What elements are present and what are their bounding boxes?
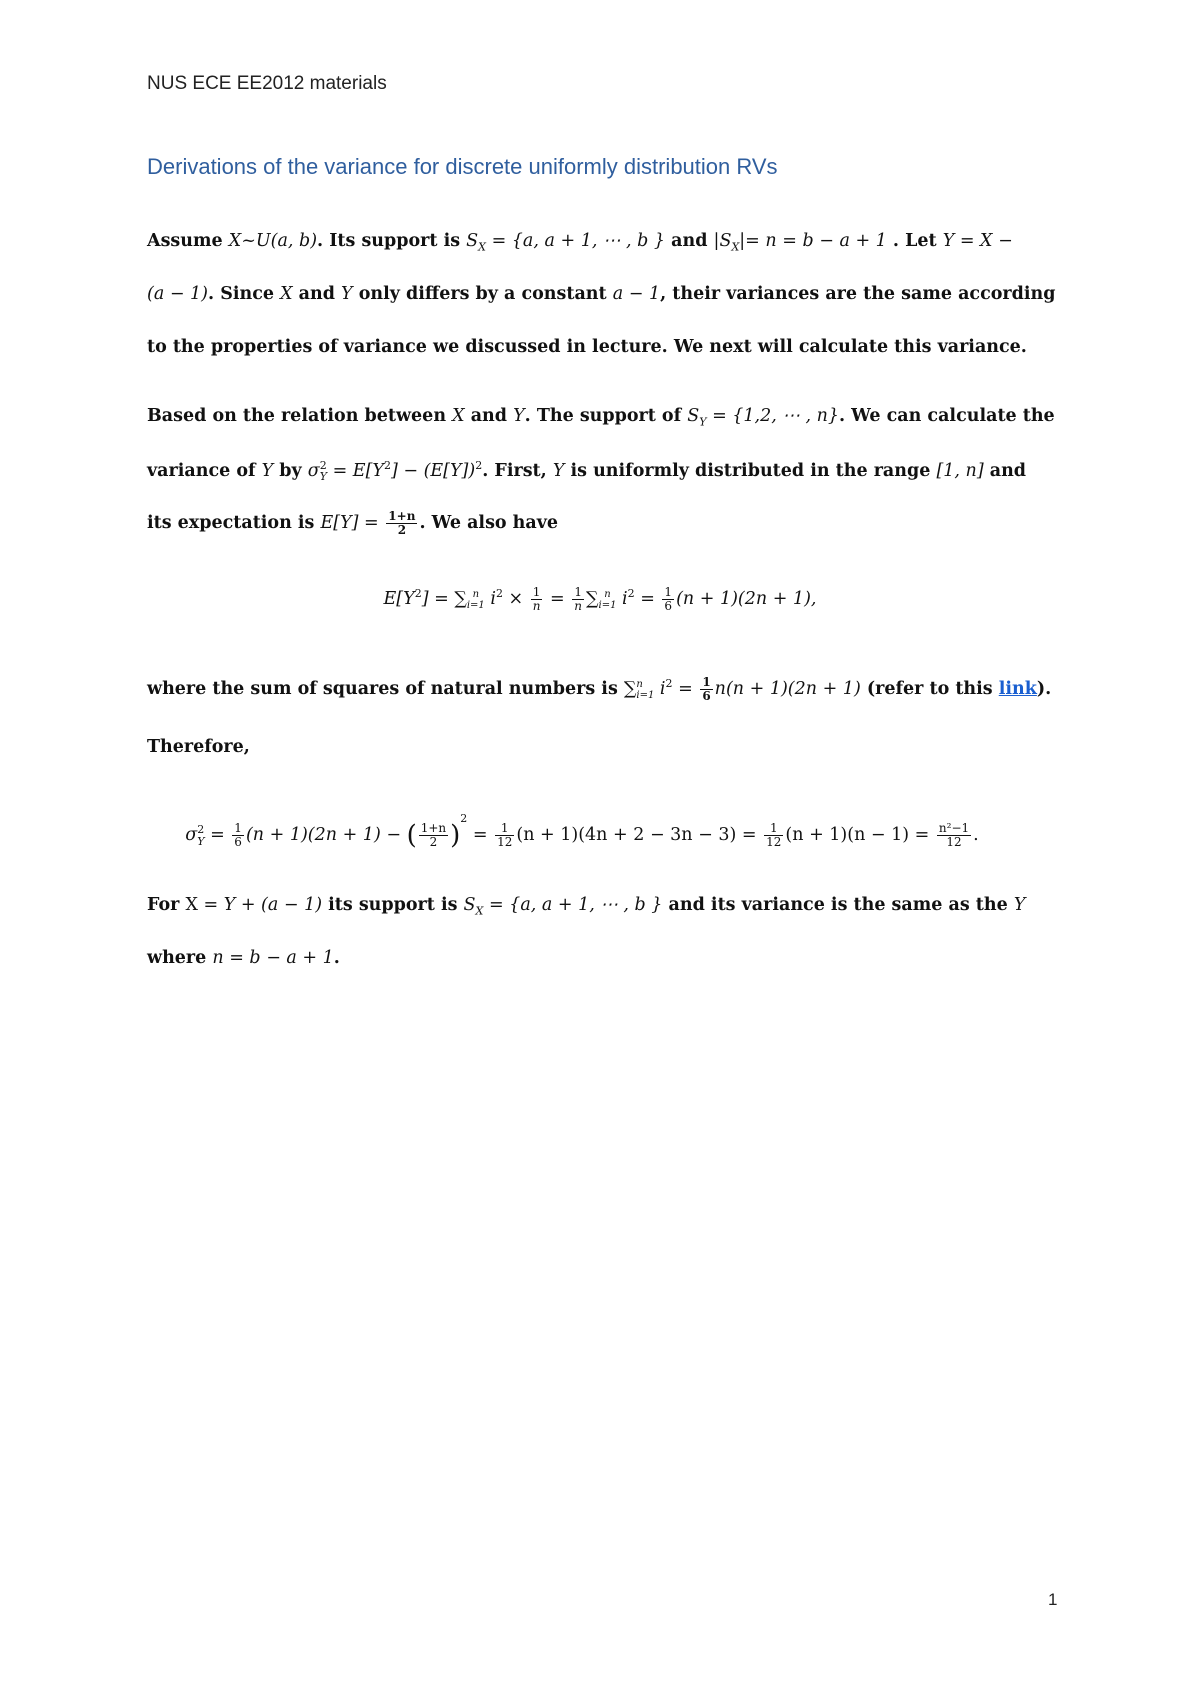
text-span: Based on the relation between — [147, 406, 453, 426]
math-span: Y — [341, 284, 353, 304]
math-span: |= n = b − a + 1 — [739, 231, 887, 251]
text-span: . Let — [886, 231, 943, 251]
math-span: Y — [552, 460, 565, 481]
math-span: (a − 1) — [147, 284, 209, 304]
fraction — [700, 676, 712, 703]
fraction-numerator: 1 — [572, 586, 584, 600]
text-span: is uniformly distributed in the range — [564, 460, 937, 481]
text-span: . We also have — [419, 513, 559, 533]
text-span: Assume — [147, 231, 229, 251]
text-span: . First, — [482, 460, 553, 481]
text-span: . — [333, 948, 340, 968]
text-span: where the sum of squares of natural numbers is — [147, 679, 624, 699]
fraction — [232, 822, 244, 849]
fraction-denominator: 6 — [702, 689, 711, 703]
text-span: its expectation is — [147, 513, 321, 533]
sum-symbol: ∑ — [586, 589, 599, 609]
fraction — [386, 510, 417, 537]
text-span: For — [147, 895, 186, 915]
fraction-denominator: 12 — [497, 835, 513, 849]
equation-variance-result — [0, 812, 1182, 851]
math-superscript: 2 — [460, 812, 468, 825]
sum-upper-limit: n — [636, 678, 643, 690]
math-span: = {1,2, ⋯ , n} — [706, 406, 839, 426]
math-span: = E[Y — [327, 460, 384, 481]
fraction-numerator: 1 — [495, 822, 514, 836]
fraction — [937, 822, 971, 849]
math-span: S — [463, 895, 476, 915]
fraction-numerator: 1 — [702, 675, 711, 689]
fraction-denominator: 6 — [234, 835, 242, 849]
math-span: = {a, a + 1, ⋯ , b } — [483, 895, 663, 915]
math-superscript: 2 — [414, 587, 422, 601]
math-superscript: 2 — [197, 823, 205, 837]
text-span: . Its support is — [317, 231, 467, 251]
paragraph-1-line-3: to the properties of variance we discussed in lecture. We next will calculate this variance. — [147, 337, 1027, 357]
paragraph-4-line-1 — [147, 895, 1025, 918]
math-span: i — [654, 679, 666, 699]
text-span: and — [665, 231, 714, 251]
math-span: a − 1 — [612, 284, 661, 304]
paragraph-4-line-2 — [147, 948, 340, 968]
math-span: n(n + 1)(2n + 1) — [714, 679, 861, 699]
math-span: = {a, a + 1, ⋯ , b } — [486, 231, 666, 251]
fraction-denominator: 6 — [664, 599, 673, 613]
fraction-denominator: n — [574, 599, 582, 613]
math-span: i — [616, 589, 628, 609]
text-span: (refer to this — [860, 679, 999, 699]
text-span: by — [273, 460, 308, 481]
fraction — [495, 822, 514, 849]
math-span: X — [280, 284, 293, 304]
therefore-label: Therefore, — [147, 737, 250, 757]
fraction — [419, 822, 448, 849]
math-superscript: 2 — [319, 459, 327, 472]
text-span: and — [464, 406, 514, 426]
math-span: × — [502, 589, 529, 609]
math-superscript: 2 — [627, 587, 635, 601]
fraction-numerator: 1 — [664, 585, 673, 599]
sum-lower-limit: i=1 — [636, 689, 655, 701]
math-span: σ — [307, 460, 320, 481]
math-span: E[Y — [383, 589, 415, 609]
fraction-denominator: 12 — [946, 835, 962, 849]
paragraph-2-line-1 — [147, 406, 1055, 429]
sum-limits — [467, 589, 485, 611]
text-span: ). — [1036, 679, 1052, 699]
right-paren: ) — [450, 820, 461, 851]
text-span: and — [983, 460, 1027, 481]
math-span: S — [466, 231, 479, 251]
fraction-denominator: 2 — [397, 523, 407, 537]
fraction-numerator: 1 — [234, 821, 242, 835]
math-span: X — [452, 406, 465, 426]
math-subscript: X — [475, 904, 484, 918]
math-span: ] = — [421, 589, 455, 609]
paragraph-2-line-3 — [147, 510, 558, 537]
text-span: and its variance is the same as the — [662, 895, 1014, 915]
sum-limits — [599, 589, 617, 611]
sum-limits — [636, 679, 654, 701]
fraction — [531, 586, 543, 613]
math-superscript: 2 — [665, 677, 673, 691]
reference-link[interactable]: link — [998, 679, 1037, 699]
paragraph-1-line-2 — [147, 284, 1055, 304]
fraction-numerator: 1+n — [420, 821, 447, 835]
math-superscript: 2 — [475, 459, 483, 472]
text-span: . Since — [208, 284, 281, 304]
math-span: (n + 1)(2n + 1) − — [245, 825, 407, 845]
text-span: its support is — [322, 895, 464, 915]
math-span: X = — [185, 895, 224, 915]
math-span: E[Y] = — [320, 513, 385, 533]
text-span: . We can calculate the — [838, 406, 1055, 426]
sum-upper-limit: n — [604, 588, 611, 600]
math-span: = — [204, 825, 231, 845]
math-span: i — [484, 589, 496, 609]
math-span: = — [544, 589, 571, 609]
math-span: n = b − a + 1 — [212, 948, 334, 968]
text-span: where — [147, 948, 213, 968]
fraction — [662, 586, 674, 613]
text-span: , their variances are the same according — [660, 284, 1056, 304]
paragraph-1-line-1 — [147, 231, 1013, 254]
math-span: (n + 1)(n − 1) = — [785, 825, 935, 845]
fraction — [764, 822, 783, 849]
text-span: . The support of — [524, 406, 688, 426]
page-number: 1 — [1048, 1590, 1058, 1609]
text-span: only differs by a constant — [352, 284, 613, 304]
math-subscript: X — [731, 240, 740, 254]
sum-lower-limit: i=1 — [466, 599, 485, 611]
math-span: . — [973, 825, 979, 845]
math-span: Y — [513, 406, 525, 426]
math-subscript: Y — [699, 415, 707, 429]
sum-lower-limit: i=1 — [598, 599, 617, 611]
math-span: = — [672, 679, 699, 699]
math-span: σ — [185, 825, 198, 845]
math-span: Y — [1013, 895, 1026, 915]
math-span: Y — [261, 460, 274, 481]
math-span: X~U(a, b) — [228, 231, 318, 251]
fraction-numerator: 1 — [764, 822, 783, 836]
math-span: = — [634, 589, 661, 609]
fraction — [572, 586, 584, 613]
math-superscript: 2 — [495, 587, 503, 601]
section-title: Derivations of the variance for discrete uniformly distribution RVs — [147, 154, 778, 179]
math-subscript: X — [478, 240, 486, 254]
paragraph-3-line-1 — [147, 676, 1051, 703]
math-subscript: Y — [319, 470, 327, 484]
page-header: NUS ECE EE2012 materials — [147, 73, 387, 94]
text-span: and — [292, 284, 342, 304]
math-span: [1, n] — [936, 460, 984, 481]
math-span: Y + (a − 1) — [223, 895, 323, 915]
math-span: = — [467, 825, 494, 845]
math-span: |S — [713, 231, 732, 251]
math-span: Y = X − — [942, 231, 1013, 251]
fraction-numerator: n²−1 — [938, 821, 970, 835]
math-subscript: Y — [197, 834, 205, 848]
fraction-denominator: 2 — [429, 835, 438, 849]
sum-symbol: ∑ — [454, 589, 467, 609]
fraction-numerator: 1 — [531, 586, 543, 600]
fraction-denominator: 12 — [766, 835, 782, 849]
fraction-denominator: n — [532, 599, 541, 613]
paragraph-2-line-2 — [147, 459, 1026, 483]
math-span: ] − (E[Y]) — [390, 460, 476, 481]
math-span: (n + 1)(2n + 1), — [676, 589, 817, 609]
equation-expectation-y-squared — [0, 586, 1200, 613]
left-paren: ( — [406, 820, 417, 851]
text-span: variance of — [147, 460, 262, 481]
math-span: S — [687, 406, 700, 426]
fraction-numerator: 1+n — [388, 509, 416, 523]
sum-symbol: ∑ — [623, 679, 637, 699]
math-superscript: 2 — [383, 459, 391, 472]
math-span: (n + 1)(4n + 2 − 3n − 3) = — [516, 825, 763, 845]
sum-upper-limit: n — [472, 588, 480, 600]
